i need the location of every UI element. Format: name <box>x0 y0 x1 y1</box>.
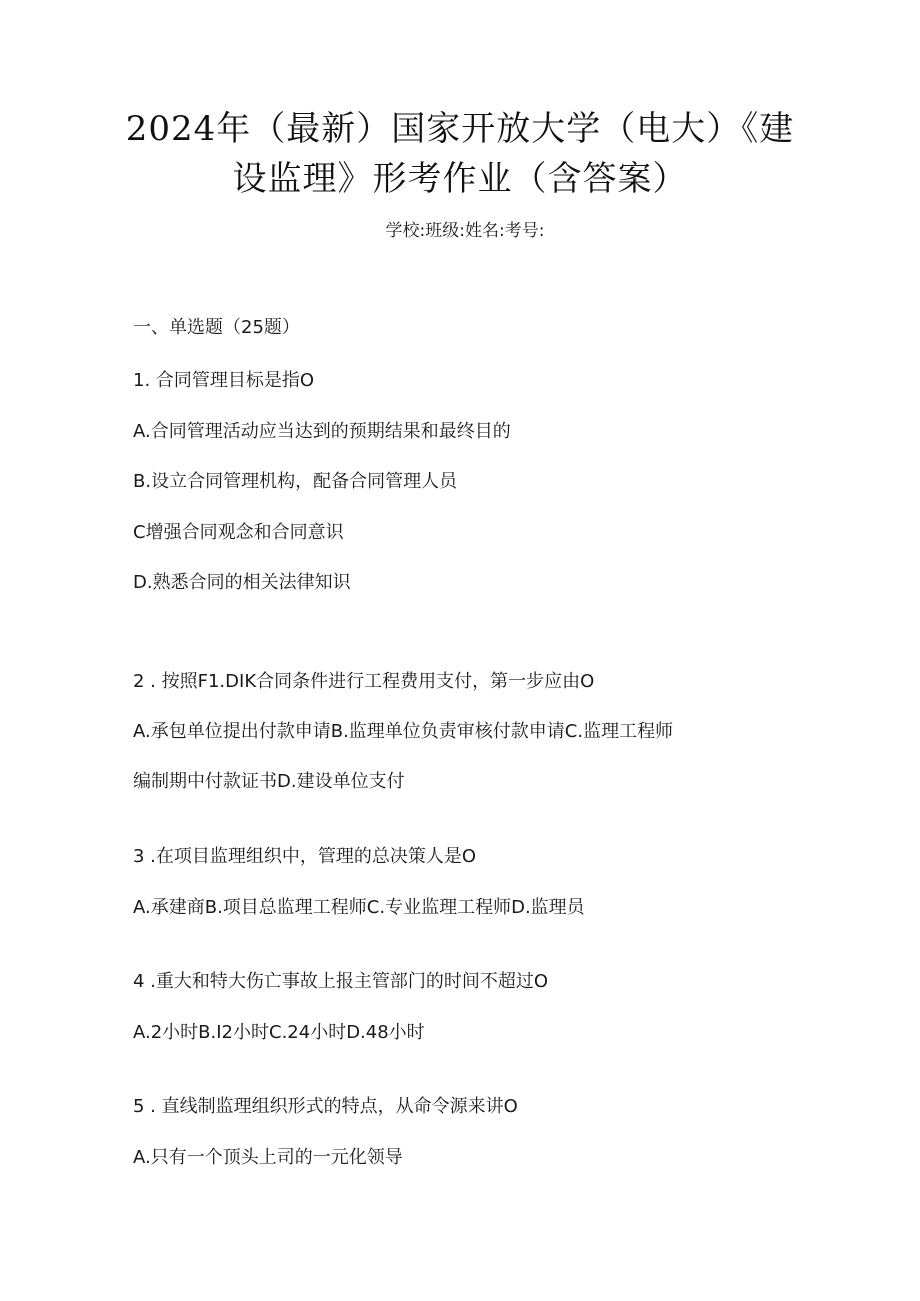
question-4-options: A.2小时B.I2小时C.24小时D.48小时 <box>133 1022 425 1043</box>
document-title-line-2: 设监理》形考作业（含答案） <box>232 159 688 199</box>
question-1-option-b: B.设立合同管理机构，配备合同管理人员 <box>133 471 458 492</box>
question-2-options: A.承包单位提出付款申请B.监理单位负责审核付款申请C.监理工程师 <box>133 721 674 742</box>
question-1-option-a: A.合同管理活动应当达到的预期结果和最终目的 <box>133 421 511 442</box>
question-1-option-c: C增强合同观念和合同意识 <box>133 522 344 543</box>
question-2: 2 . 按照F1.DIK合同条件进行工程费用支付，第一步应由O <box>133 671 595 692</box>
question-1-option-d: D.熟悉合同的相关法律知识 <box>133 572 351 593</box>
question-3: 3 .在项目监理组织中，管理的总决策人是O <box>133 846 477 867</box>
student-info-line: 学校:班级:姓名:考号: <box>385 221 545 241</box>
question-5: 5 . 直线制监理组织形式的特点，从命令源来讲O <box>133 1096 518 1117</box>
question-1: 1. 合同管理目标是指O <box>133 370 315 391</box>
question-3-options: A.承建商B.项目总监理工程师C.专业监理工程师D.监理员 <box>133 897 585 918</box>
question-4: 4 .重大和特大伤亡事故上报主管部门的时间不超过O <box>133 971 549 992</box>
question-2-options-cont: 编制期中付款证书D.建设单位支付 <box>133 771 405 792</box>
document-title-line-1: 2024年（最新）国家开放大学（电大）《建 <box>125 109 795 149</box>
question-5-option-a: A.只有一个顶头上司的一元化领导 <box>133 1147 403 1168</box>
section-heading: 一、单选题（25题） <box>133 317 300 338</box>
